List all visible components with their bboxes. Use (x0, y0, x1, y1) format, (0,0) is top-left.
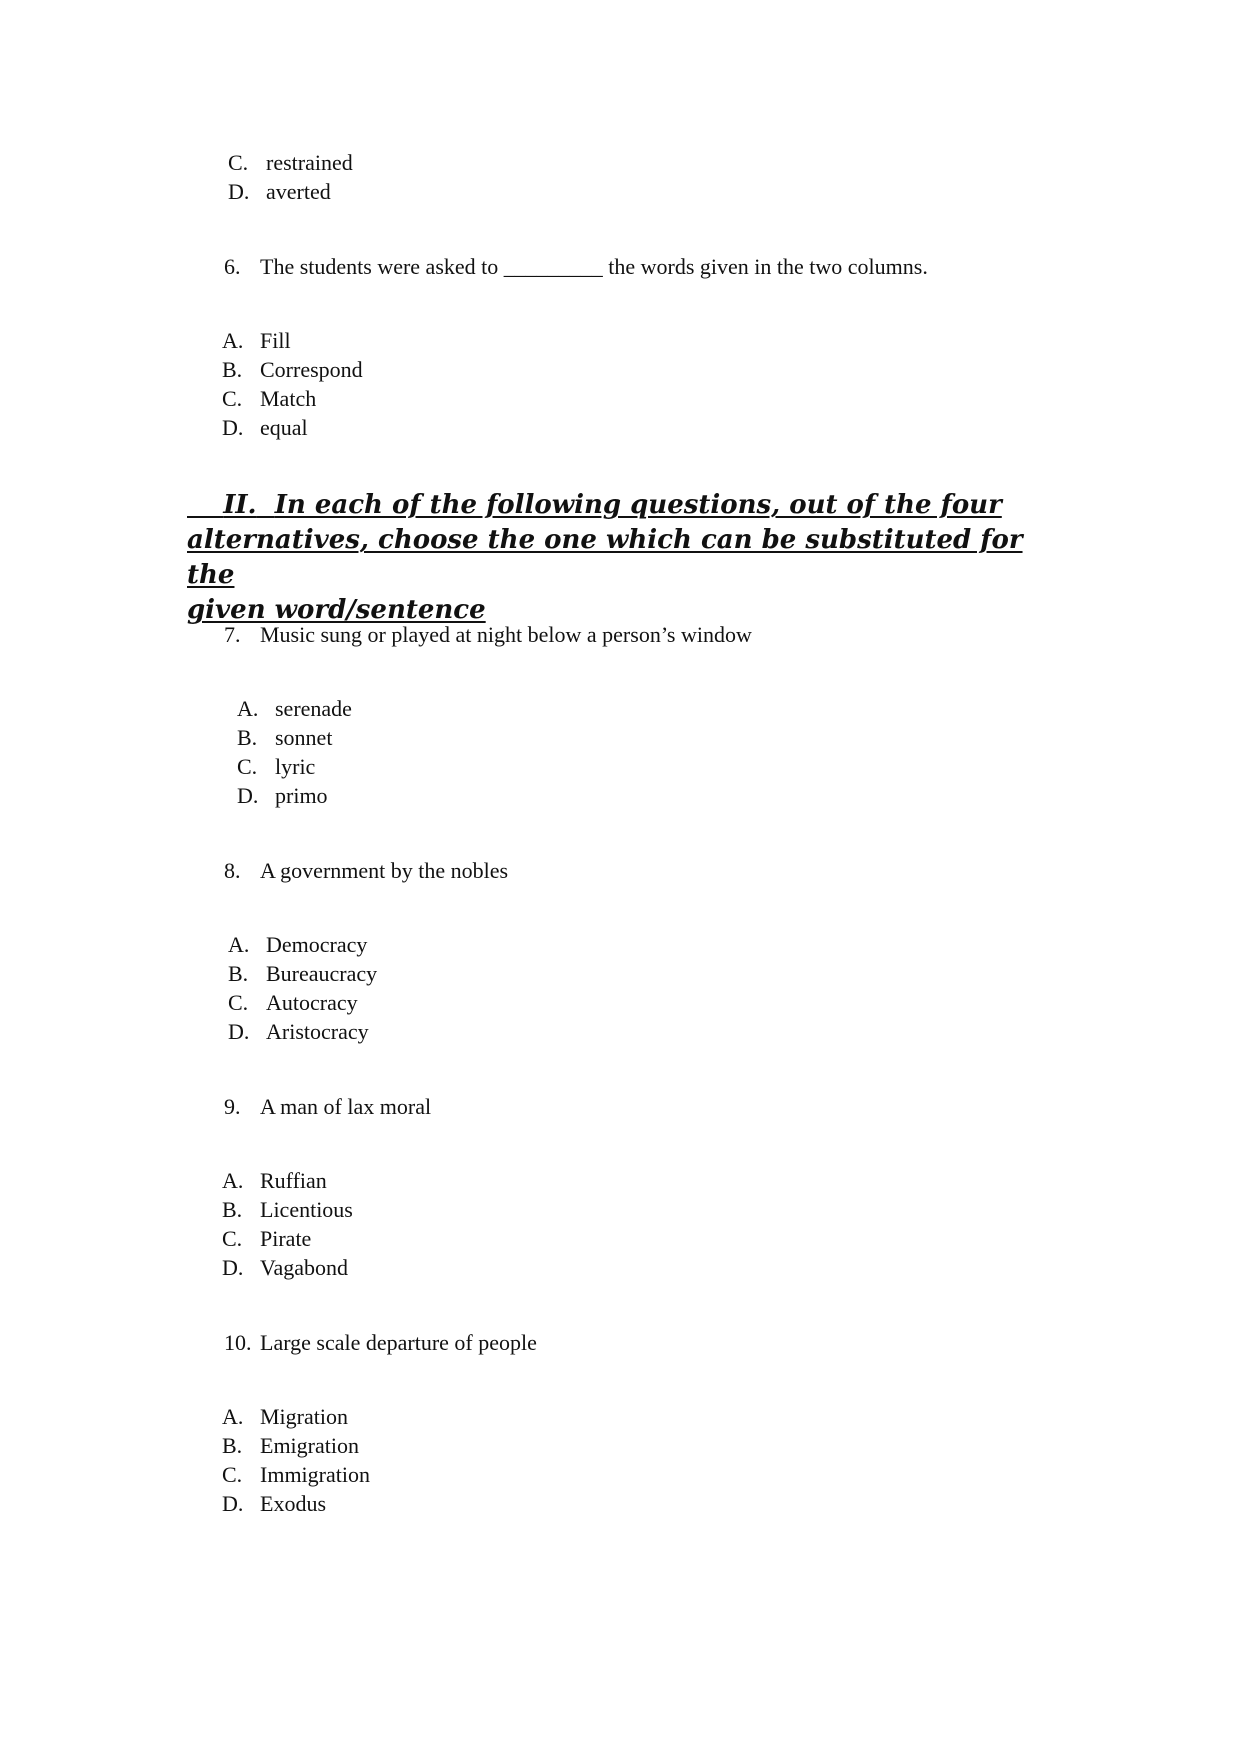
option-q9-c (222, 1225, 311, 1253)
option-label: C. (237, 754, 258, 779)
option-text: serenade (275, 696, 352, 721)
option-q8-c (228, 989, 358, 1017)
option-label: C. (222, 1462, 243, 1487)
question-8 (224, 857, 508, 885)
option-text: Pirate (260, 1226, 312, 1251)
option-q8-d (228, 1018, 369, 1046)
option-q9-a (222, 1167, 327, 1195)
question-number: 7. (224, 622, 241, 647)
option-label: A. (222, 1404, 244, 1429)
option-label: D. (237, 783, 259, 808)
option-text: Match (260, 386, 317, 411)
heading-line-2: alternatives, choose the one which can be substituted for the (187, 525, 1023, 590)
option-label: D. (222, 415, 244, 440)
option-text: Democracy (266, 932, 368, 957)
question-text: A man of lax moral (260, 1094, 432, 1119)
option-text: Bureaucracy (266, 961, 378, 986)
option-label: A. (228, 932, 250, 957)
option-label: A. (222, 328, 244, 353)
option-label: D. (228, 1019, 250, 1044)
option-text: lyric (275, 754, 316, 779)
option-label: A. (222, 1168, 244, 1193)
question-7 (224, 621, 752, 649)
option-text: Aristocracy (266, 1019, 369, 1044)
heading-line-3: given word/sentence (187, 595, 486, 625)
question-9 (224, 1093, 431, 1121)
question-text: The students were asked to _________ the words given in the two columns. (260, 254, 928, 279)
option-text: Ruffian (260, 1168, 327, 1193)
option-label: D. (228, 179, 250, 204)
question-number: 8. (224, 858, 241, 883)
heading-numeral: II. (223, 490, 257, 520)
option-text: Emigration (260, 1433, 359, 1458)
option-label: C. (228, 150, 249, 175)
option-q6-a (222, 327, 291, 355)
option-q9-d (222, 1254, 348, 1282)
question-text: Music sung or played at night below a person’s window (260, 622, 752, 647)
question-6 (224, 253, 928, 281)
option-label: D. (222, 1255, 244, 1280)
option-label: C. (228, 990, 249, 1015)
heading-line-1 (187, 488, 1047, 523)
option-text: Autocracy (266, 990, 358, 1015)
option-text: primo (275, 783, 328, 808)
option-text: Migration (260, 1404, 348, 1429)
option-q5-c (228, 149, 353, 177)
option-text: Vagabond (260, 1255, 348, 1280)
option-label: D. (222, 1491, 244, 1516)
option-label: C. (222, 1226, 243, 1251)
option-q9-b (222, 1196, 353, 1224)
question-text: A government by the nobles (260, 858, 509, 883)
question-text: Large scale departure of people (260, 1330, 537, 1355)
question-10 (224, 1329, 537, 1357)
option-q6-d (222, 414, 308, 442)
option-label: B. (222, 1433, 243, 1458)
option-q10-d (222, 1490, 326, 1518)
option-q7-d (237, 782, 328, 810)
option-label: B. (222, 1197, 243, 1222)
question-number: 10. (224, 1330, 252, 1355)
option-text: restrained (266, 150, 353, 175)
option-q8-b (228, 960, 377, 988)
option-q10-a (222, 1403, 348, 1431)
option-label: A. (237, 696, 259, 721)
option-q10-c (222, 1461, 370, 1489)
option-q6-c (222, 385, 316, 413)
option-q7-b (237, 724, 332, 752)
option-q8-a (228, 931, 367, 959)
question-number: 9. (224, 1094, 241, 1119)
option-text: Licentious (260, 1197, 353, 1222)
option-q7-a (237, 695, 352, 723)
option-label: B. (237, 725, 258, 750)
option-label: C. (222, 386, 243, 411)
option-text: Exodus (260, 1491, 326, 1516)
option-text: Fill (260, 328, 291, 353)
option-label: B. (228, 961, 249, 986)
option-text: Correspond (260, 357, 363, 382)
option-text: equal (260, 415, 308, 440)
question-number: 6. (224, 254, 241, 279)
option-label: B. (222, 357, 243, 382)
option-text: Immigration (260, 1462, 370, 1487)
option-text: averted (266, 179, 331, 204)
option-q10-b (222, 1432, 359, 1460)
heading-text-1: In each of the following questions, out of the four (274, 490, 1002, 520)
option-q7-c (237, 753, 315, 781)
option-text: sonnet (275, 725, 333, 750)
section-heading (187, 488, 1047, 628)
option-q5-d (228, 178, 331, 206)
option-q6-b (222, 356, 363, 384)
